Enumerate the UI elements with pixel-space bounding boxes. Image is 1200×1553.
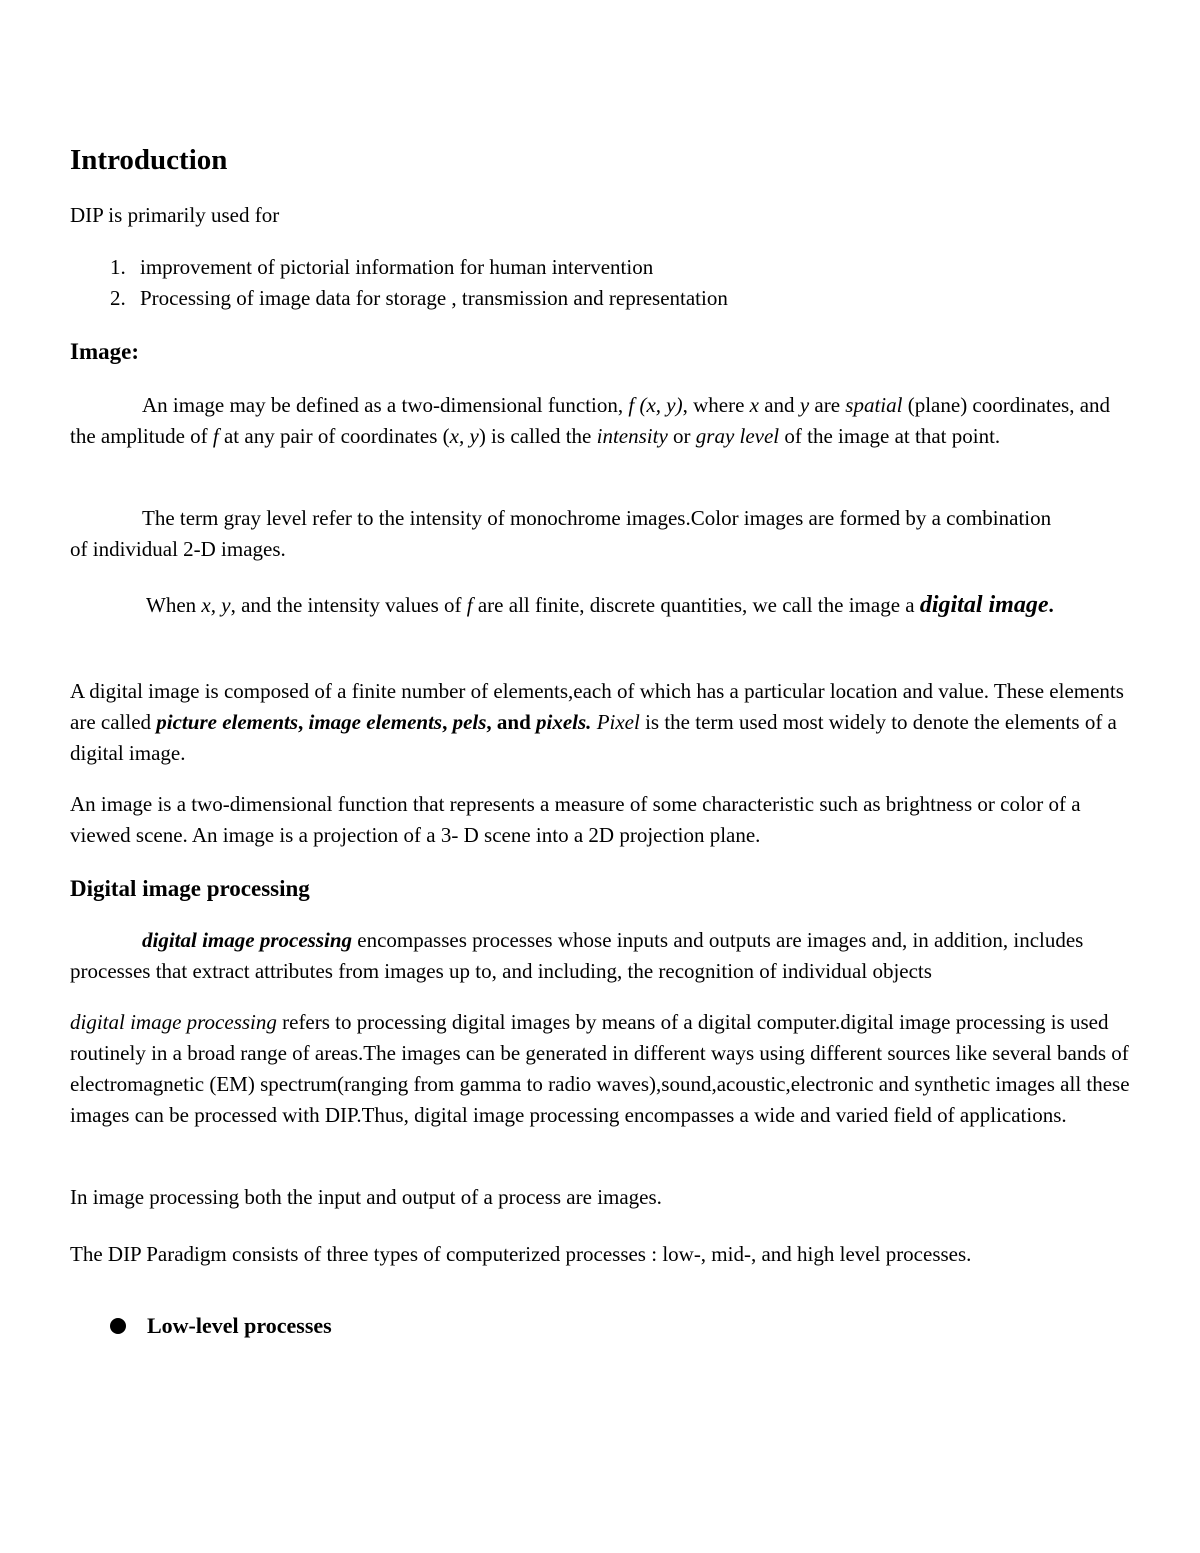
gray-level-paragraph: The term gray level refer to the intensity of monochrome images.Color images are formed by a combination of individual 2-D images. bbox=[70, 506, 1052, 561]
image-definition-paragraph: An image may be defined as a two-dimensional function, f (x, y), where x and y are spatial (plane) coordinates, and the amplitude of f at any pair of coordinates (x, y) is called the intensity or gray level of the image at that point. bbox=[70, 393, 1111, 448]
list-number: 1. bbox=[110, 255, 126, 279]
paradigm-paragraph: The DIP Paradigm consists of three types of computerized processes : low-, mid-, and high level processes. bbox=[70, 1242, 972, 1266]
projection-paragraph: An image is a two-dimensional function that represents a measure of some characteristic such as brightness or color of a viewed scene. An image is a projection of a 3- D scene into a 2D projection plane. bbox=[70, 792, 1081, 847]
introduction-heading: Introduction bbox=[70, 144, 228, 176]
digital-image-paragraph: When x, y, and the intensity values of f are all finite, discrete quantities, we call the image a digital image. bbox=[146, 592, 1054, 618]
image-heading: Image: bbox=[70, 339, 139, 364]
list-number: 2. bbox=[110, 286, 126, 310]
list-item bbox=[70, 283, 1130, 314]
digital-image-processing-heading: Digital image processing bbox=[70, 876, 310, 901]
list-text: Processing of image data for storage , transmission and representation bbox=[140, 286, 728, 310]
dip-definition-paragraph: digital image processing encompasses processes whose inputs and outputs are images and, in addition, includes processes that extract attributes from images up to, and including, the recognition of individual objects bbox=[70, 928, 1084, 983]
bullet-item bbox=[70, 1310, 332, 1341]
intro-list bbox=[70, 252, 1130, 314]
dip-applications-paragraph: digital image processing refers to processing digital images by means of a digital computer.digital image processing is used routinely in a broad range of areas.The images can be generated in different ways using different sources like several bands of electromagnetic (EM) spectrum(ranging from gamma to radio waves),sound,acoustic,electronic and synthetic images all these images can be processed with DIP.Thus, digital image processing encompasses a wide and varied field of applications. bbox=[70, 1010, 1130, 1127]
list-text: improvement of pictorial information for human intervention bbox=[140, 255, 654, 279]
bullet-label: Low-level processes bbox=[147, 1313, 332, 1338]
pixels-paragraph: A digital image is composed of a finite number of elements,each of which has a particular location and value. These elements are called picture elements, image elements, pels, and pixels. Pixel is the term used most widely to denote the elements of a digital image. bbox=[70, 679, 1124, 765]
bullet-dot-icon bbox=[110, 1318, 126, 1334]
intro-lead: DIP is primarily used for bbox=[70, 203, 280, 227]
list-item bbox=[70, 252, 1130, 283]
digital-image-term: digital image bbox=[919, 592, 1049, 618]
io-paragraph: In image processing both the input and output of a process are images. bbox=[70, 1185, 662, 1209]
